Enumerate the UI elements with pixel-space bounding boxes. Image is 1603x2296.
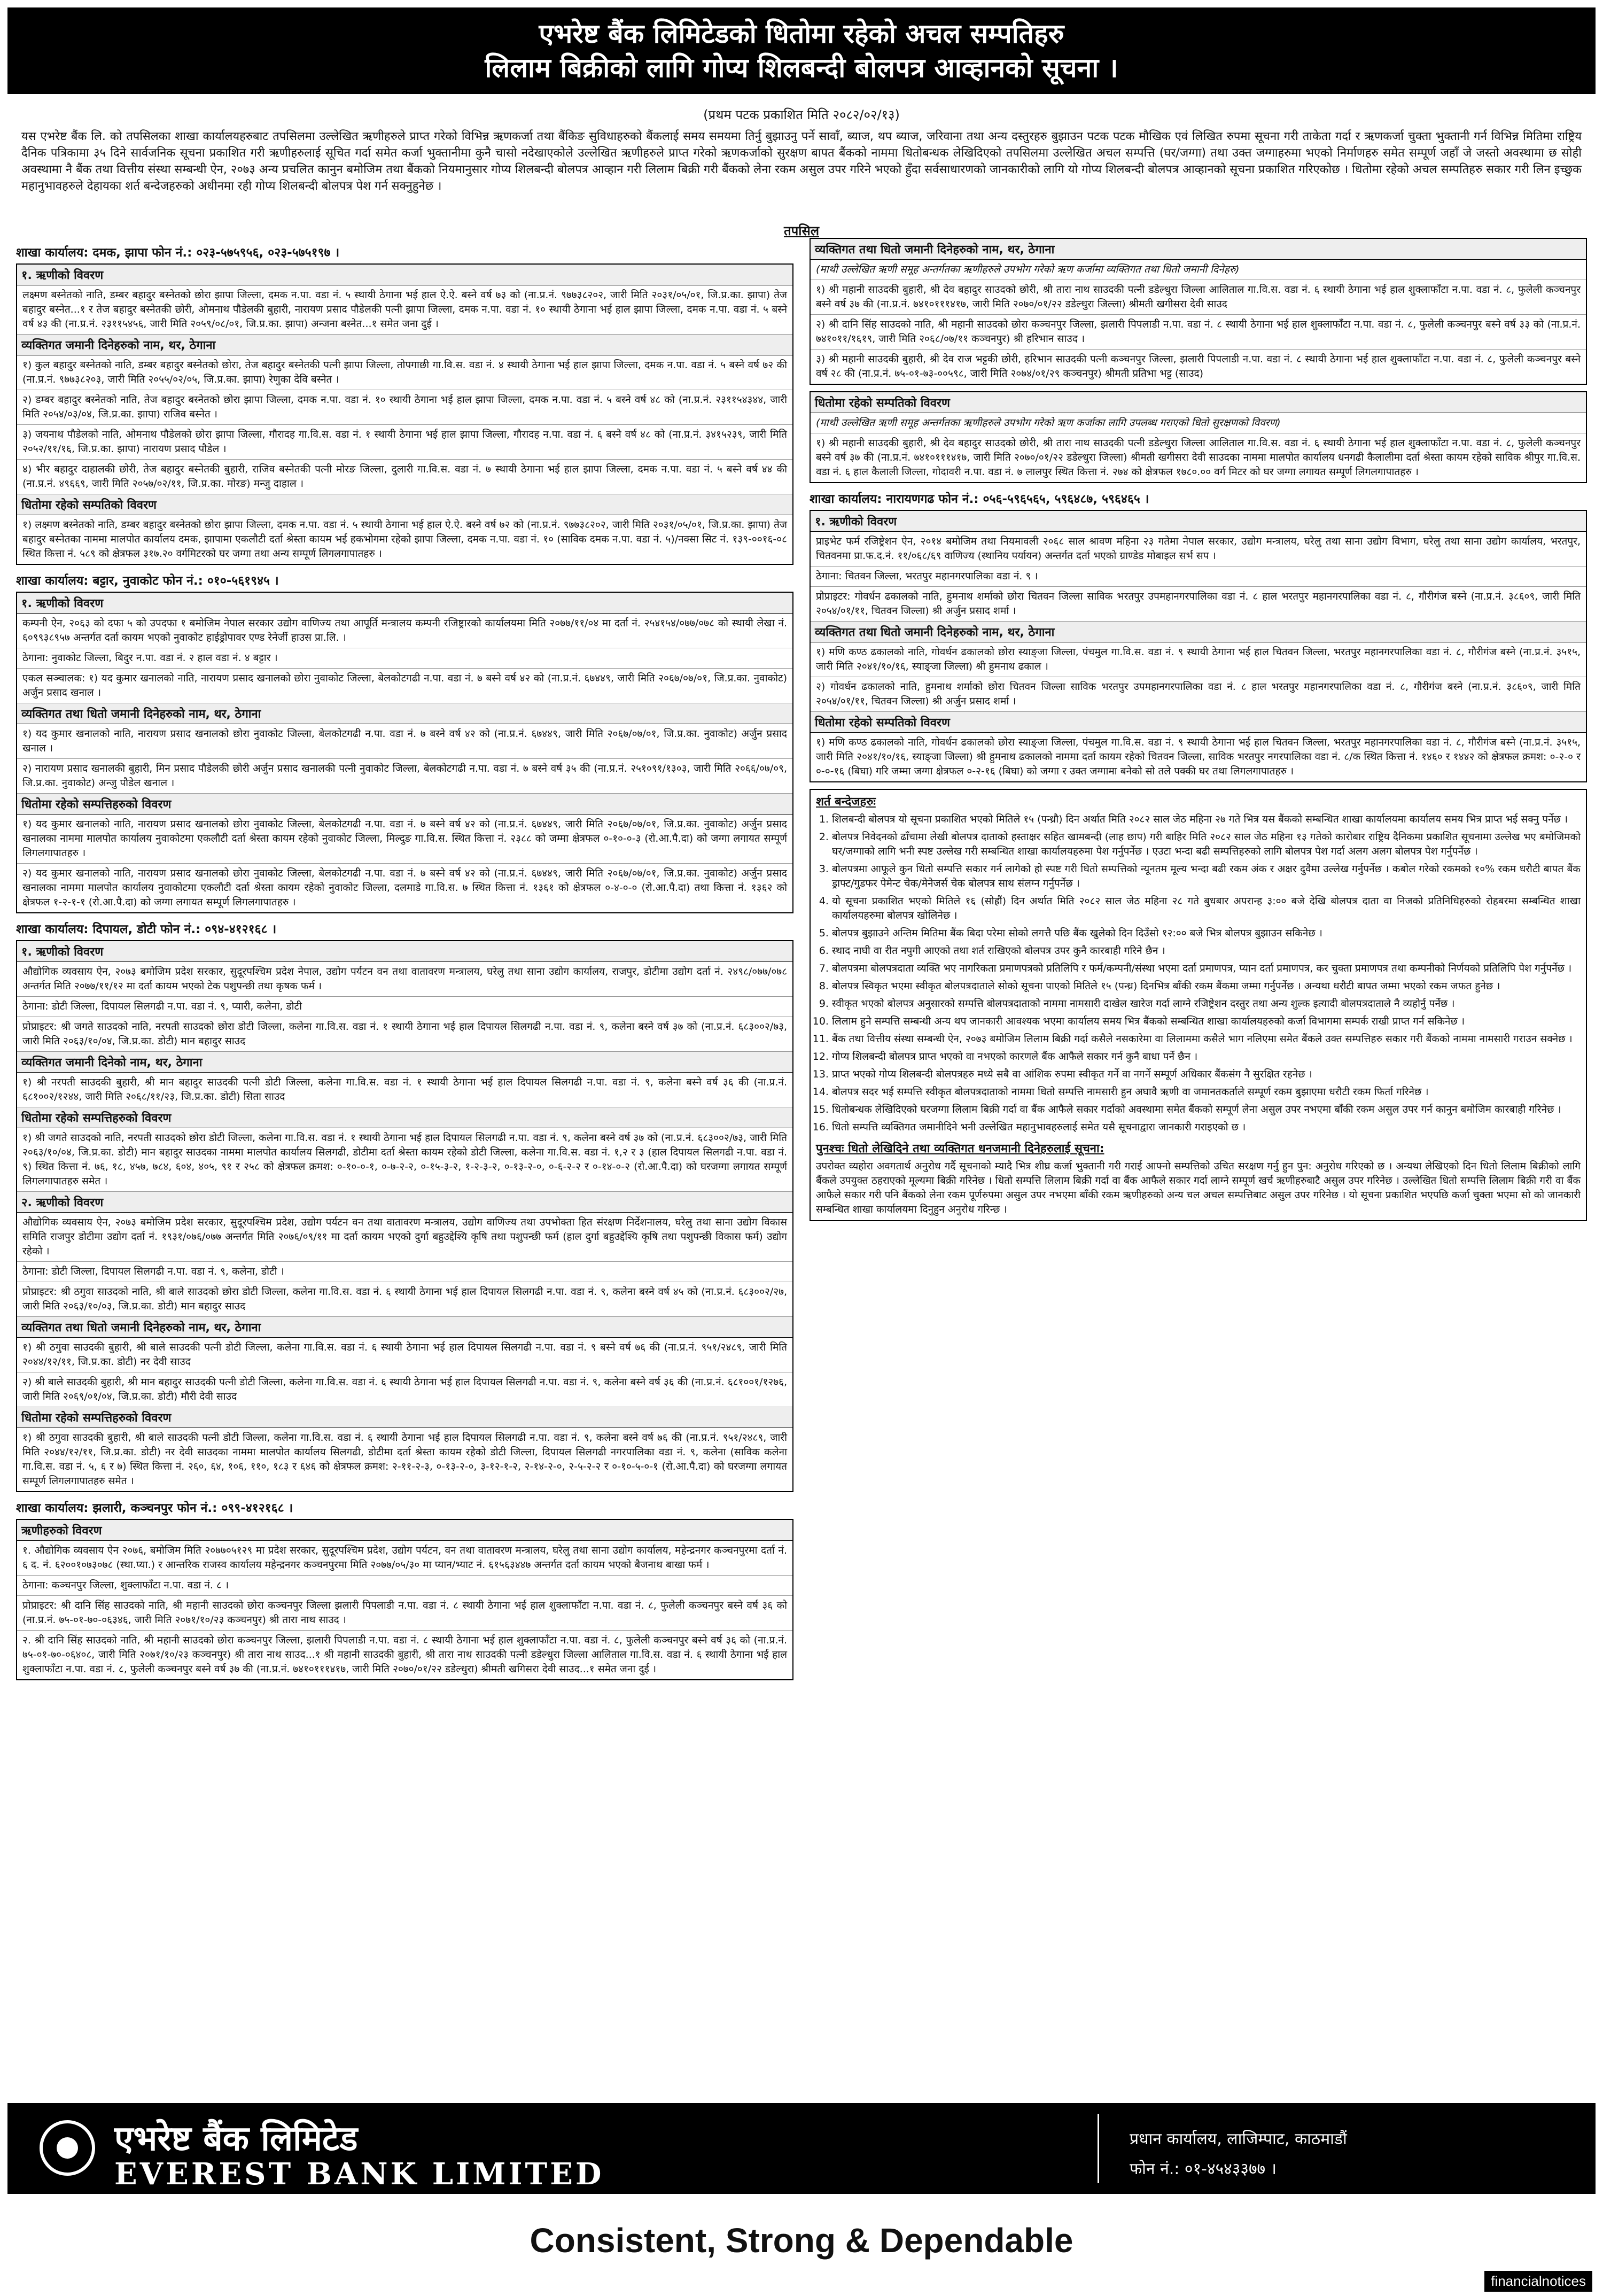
guarantor-details: २) डम्बर बहादुर बस्नेतको नाति, तेज बहादुर बस्नेतको छोरा झापा जिल्ला, दमक न.पा. वडा नं. १० स्थायी ठेगाना भई हाल झापा जिल्ला, दमक न.पा. वडा नं. ५ बस्ने वर्ष ४८ को (ना.प्र.नं. २३११५४३४४, जारी मिति २०५४/०३/०४, जि.प्र.का. झापा) राजिव बस्नेत ।	[17, 390, 792, 425]
bank-logo-icon	[40, 2120, 95, 2176]
office-phone: फोन नं.: ०१-४५४३३७७ ।	[1130, 2160, 1277, 2178]
section-heading: ऋणीहरुको विवरण	[17, 1520, 792, 1541]
borrower-details: औद्योगिक व्यवसाय ऐन, २०७३ बमोजिम प्रदेश सरकार, सुदूरपश्चिम प्रदेश, उद्योग पर्यटन वन तथा वातावरण मन्त्रालय, उद्योग वाणिज्य तथा उपभोक्ता हित संरक्षण निर्देशनालय, घरेलु तथा साना उद्योग विकास समिति राजपुर डोटीमा उद्योग दर्ता नं. १९३१/०७६/०७७ अन्तर्गत मिति २०७६/०९/११ मा दर्ता कायम भएको दुर्गा बहुउद्देश्यि कृषि तथा पशुपन्छी फर्म (हाल दुर्गा बहुउद्देश्यि कृषि तथा पशुपन्छी विकास फर्म) उद्योग रहेको ।	[17, 1213, 792, 1262]
branch-narayangadh: शाखा कार्यालय: नारायणगढ फोन नं.: ०५६-५९६५६५, ५९६४८७, ५९६४६५ ।	[810, 492, 1149, 506]
term-item: 1. शिलबन्दी बोलपत्र यो सूचना प्रकाशित भएको मितिले १५ (पन्ध्रौ) दिन अर्थात मिति २०८२ साल जेठ महिना २७ गते भित्र यस बैंकको सम्बन्धित शाखा कार्यालयमा कार्यालय समय भित्र प्राप्त भई सक्नु पर्नेछ ।	[832, 812, 1581, 827]
collateral-details: १) मणि कण्ठ ढकालको नाति, गोवर्धन ढकालको छोरा स्याङ्जा जिल्ला, पंचमुल गा.वि.स. वडा नं. ९ स्थायी ठेगाना भई हाल चितवन जिल्ला, भरतपुर महानगरपालिका वडा नं. ८, गौरीगंज बस्ने (ना.प्र.नं. ३५१५, जारी मिति २०४१/१०/१६, स्याङ्जा जिल्ला) श्री हुमनाथ ढकालको नाममा दर्ता कायम रहेको चितवन जिल्ला, साविक भरतपुर नगरपालिका वडा नं. ८/क स्थित कित्ता नं. १४६० र १४४२ को क्षेत्रफल क्रमश: ०-२-० र ०-०-१६ (बिघा) गरि जम्मा जग्गा क्षेत्रफल ०-२-१६ (बिघा) को जग्गा र उक्त जग्गामा बनेको सो तले पक्की घर तथा लिगलगापातहरु ।	[816, 736, 1581, 777]
section-heading: धितोमा रहेको सम्पतिको विवरण	[17, 494, 792, 515]
section-dipayal	[16, 940, 793, 1492]
section-subheading: (माथी उल्लेखित ऋणी समूह अन्तर्गतका ऋणीहरुले उपभोग गरेको ऋण कर्जाका लागि उपलब्ध गराएको धितो सुरक्षणको विवरण)	[811, 413, 1586, 433]
guarantor-details: १) श्री नरपती साउदकी बुहारी, श्री मान बहादुर साउदकी पत्नी डोटी जिल्ला, कलेना गा.वि.स. वडा नं. १ स्थायी ठेगाना भई हाल दिपायल सिलगढी न.पा. वडा नं. ९, कलेना बस्ने वर्ष ३६ की (ना.प्र.नं. ६८१००२/१२४४, जारी मिति २०६८/११/२३, जि.प्र.का. डोटी) सिता साउद	[17, 1073, 792, 1107]
guarantor-details: २) श्री दानि सिंह साउदको नाति, श्री महानी साउदको छोरा कञ्चनपुर जिल्ला, झलारी पिपलाडी न.पा. वडा नं. ८ स्थायी ठेगाना भई हाल शुक्लाफाँटा न.पा. वडा नं. ८, फुलेली कञ्चनपुर बस्ने वर्ष ३३ को (ना.प्र.नं. ७४१०११/१६१९, जारी मिति २०६८/०७/११ कञ्चनपुर) श्री हरिभान साउद ।	[811, 315, 1586, 350]
section-heading: धितोमा रहेको सम्पत्तिहरुको विवरण	[17, 1407, 792, 1428]
section-jhalari-collateral	[810, 391, 1587, 483]
term-item: 16. धितो सम्पत्ति व्यक्तिगत जमानीदिने भनी उल्लेखित महानुभावहरुलाई समेत यसै सूचनाद्वारा जानकारी गराइएको छ ।	[832, 1120, 1581, 1135]
term-item: 7. बोलपत्रमा बोलपत्रदाता व्यक्ति भए नागरिकता प्रमाणपत्रको प्रतिलिपि र फर्म/कम्पनी/संस्था भएमा दर्ता प्रमाणपत्र, प्यान दर्ता प्रमाणपत्र, कर चुक्ता प्रमाणपत्र तथा कम्पनीको निर्णयको प्रतिलिपि पेश गर्नुपर्नेछ ।	[832, 961, 1581, 976]
terms-list	[816, 812, 1581, 1135]
branch-damak: शाखा कार्यालय: दमक, झापा फोन नं.: ०२३-५७५९५६, ०२३-५७५१९७ ।	[16, 246, 340, 260]
header-line2: लिलाम बिक्रीको लागि गोप्य शिलबन्दी बोलपत्र आव्हानको सूचना ।	[485, 52, 1118, 83]
collateral-details: १) लक्ष्मण बस्नेतको नाति, डम्बर बहादुर बस्नेतको छोरा झापा जिल्ला, दमक न.पा. वडा नं. ५ स्थायी ठेगाना भई हाल ऐ.ऐ. बस्ने वर्ष ७२ को (ना.प्र.नं. ९७७३८२०२, जारी मिति २०३१/०५/०१, जि.प्र.का. झापा) तेज बहादुर बस्नेतका नाममा मालपोत कार्यालय दमक, झापामा एकलौटी दर्ता श्रेस्ता कायम भई हकभोगमा रहेको झापा जिल्ला, दमक न.पा. वडा नं. १० (साविक दमक न.पा. वडा नं. ५)/नक्सा सिट नं. १३९-००१६-०८ स्थित कित्ता नं. ५८९ को क्षेत्रफल ३१७.२० वर्गमिटरको घर जग्गा तथा अन्य सम्पूर्ण लिगलगापातहरु ।	[22, 519, 787, 560]
term-item: 9. स्वीकृत भएको बोलपत्र अनुसारको सम्पत्ति बोलपत्रदाताको नाममा नामसारी दाखेल खारेज गर्दा लाग्ने रजिष्ट्रेशन दस्तुर तथा अन्य शुल्क इत्यादी बोलपत्रदाताले नै व्यहोर्नु पर्नेछ ।	[832, 997, 1581, 1011]
guarantor-details: १) कुल बहादुर बस्नेतको नाति, डम्बर बहादुर बस्नेतको छोरा, तेज बहादुर बस्नेतकी पत्नी झापा जिल्ला, तोपगाछी गा.वि.स. वडा नं. ४ स्थायी ठेगाना भई हाल झापा जिल्ला, दमक न.पा. वडा नं. ५ बस्ने वर्ष ७२ की (ना.प्र.नं. ९७७३८२०३, जारी मिति २०५५/०२/०५, जि.प्र.का. झापा) रेणुका देवि बस्नेत ।	[17, 355, 792, 390]
borrower-details: प्राइभेट फर्म रजिष्ट्रेशन ऐन, २०१४ बमोजिम तथा नियमावली २०६८ साल श्रावण महिना २३ गतेमा नेपाल सरकार, उद्योग मन्त्रालय, घरेलु तथा साना उद्योग विभाग, घरेलु तथा साना उद्योग कार्यालय, भरतपुर, चितवनमा प्रा.फ.द.नं. ११/०६८/६९ वाणिज्य (स्थानिय पर्यायन) अन्तर्गत दर्ता भएको ग्राण्डेड मोबाइल सर्भ सप ।	[811, 532, 1586, 567]
borrower-details: औद्योगिक व्यवसाय ऐन, २०७३ बमोजिम प्रदेश सरकार, सुदूरपश्चिम प्रदेश नेपाल, उद्योग पर्यटन वन तथा वातावरण मन्त्रालय, घरेलु तथा साना उद्योग कार्यालय, राजपुर, डोटीमा उद्योग दर्ता नं. २४९८/०७७/०७८ अन्तर्गत मिति २०७७/११/१२ मा दर्ता कायम भएको टेक पशुपन्छी तथा कृषक फर्म ।	[17, 962, 792, 997]
borrower-details: १. औद्योगिक व्यवसाय ऐन २०७६, बमोजिम मिति २०७७०५१२९ मा प्रदेश सरकार, सुदूरपश्चिम प्रदेश, उद्योग पर्यटन, वन तथा वातावरण मन्त्रालय, घरेलु तथा साना उद्योग कार्यालय, महेन्द्रनगर कञ्चनपुरमा दर्ता नं. ६ द. नं. ६२००१०७३०७८ (स्था.प्या.) र आन्तरिक राजस्व कार्यालय महेन्द्रनगर कञ्चनपुरमा मिति २०७७/०५/३० मा प्यान/भ्याट नं. ६१५६३४४७ अन्तर्गत दर्ता कायम भएको बैजनाथ बाखा फर्म ।	[17, 1541, 792, 1576]
section-heading: १. ऋणीको विवरण	[17, 265, 792, 285]
section-jhalari-guarantors	[810, 238, 1587, 385]
collateral-details: १) श्री जगते साउदको नाति, नरपती साउदको छोरा डोटी जिल्ला, कलेना गा.वि.स. वडा नं. १ स्थायी ठेगाना भई हाल दिपायल सिलगढी न.पा. वडा नं. ९, कलेना बस्ने वर्ष ३७ को (ना.प्र.नं. ६८३००२/७३, जारी मिति २०६३/१०/०४, जि.प्र.का. डोटी) मान बहादुर साउदका नाममा मालपोत कार्यालय सिलगढी, डोटीमा दर्ता श्रेस्ता कायम रहेको डोटी जिल्ला, कलेना गा.वि.स. वडा नं. १,२ र ३ (हाल दिपायल सिलगढी न.पा. वडा नं. ९) स्थित कित्ता नं. ७६, १८, ४५७, ७८४, ६०४, ४०५, ९१ र २५८ को क्षेत्रफल क्रमश: ०-१०-०-१, ०-७-२-२, ०-१५-३-२, १-२-३-२, ०-१३-२-०, ०-६-२-२ र ०-१४-०-२ (रो.आ.पै.दा) को घरजग्गा लगायत सम्पूर्ण लिगलगापातहरु समेत ।	[17, 1128, 792, 1192]
notice-title: पुनश्चः धितो लेखिदिने तथा व्यक्तिगत धनजमानी दिनेहरुलाई सूचना:	[816, 1142, 1104, 1155]
notice-body: उपरोक्त व्यहोरा अवगतार्थ अनुरोध गर्दै सूचनाको म्यादै भित्र शीघ्र कर्जा भुक्तानी गरी गराई आफ्नो सम्पत्तिको उचित सरक्षण गर्नु हुन पुन: अनुरोध गरिएको छ । अन्यथा लेखिएको दिन धितो लिलाम बिक्रीको लागि बैंकले उपयुक्त ठहराएको मूल्यमा बिक्री गरिनेछ । धितो सम्पत्ति लिलाम बिक्री गर्दा वा बैंक आफैले सकार गर्दा लाग्ने सम्पूर्ण खर्च ऋणीहरुबाटै असुल उपर गरिनेछ । उल्लेखित धितो सम्पत्ति लिलाम बिक्री गरी वा बैंक आफैले सकार गरी पनि बैंकको लेना रकम पूर्णरुपमा असुल उपर नभएमा बाँकी रकम ऋणीहरुको अन्य चल अचल सम्पत्तिबाट असुल उपर गरिनेछ । यो सूचना प्रकाशित भएपछि कर्जा चुक्ता भएमा सो को जानकारी सम्बन्धित शाखा कार्यालयमा दिनुहुन अनुरोध गरिन्छ ।	[816, 1160, 1581, 1215]
source-watermark: financialnotices	[1484, 2271, 1592, 2292]
collateral-details: १) श्री ठगुवा साउदकी बुहारी, श्री बाले साउदकी पत्नी डोटी जिल्ला, कलेना गा.वि.स. वडा नं. ६ स्थायी ठेगाना भई हाल दिपायल सिलगढी न.पा. वडा नं. ९, कलेना बस्ने वर्ष ७६ की (ना.प्र.नं. ९५१/२४८९, जारी मिति २०४४/१२/११, जि.प्र.का. डोटी) नर देवी साउदका नाममा मालपोत कार्यालय सिलगढी, डोटीमा दर्ता श्रेस्ता कायम रहेको डोटी जिल्ला, दिपायल सिलगढी नगरपालिका वडा नं. ९, कलेना (साविक कलेना गा.वि.स. वडा नं. ५, ६ र ७) स्थित कित्ता नं. २६०, ६४, १०६, ११०, १८३ र ६४६ को क्षेत्रफल क्रमश: २-११-२-३, ०-१३-२-०, ३-१२-१-२, २-१४-२-०, २-५-२-२ र ०-१०-५-०-१ (रो.आ.पै.दा) को घरजग्गा लगायत सम्पूर्ण लिगलगापातहरु समेत ।	[22, 1432, 787, 1487]
section-heading: धितोमा रहेको सम्पतिको विवरण	[811, 712, 1586, 733]
section-heading: व्यक्तिगत तथा धितो जमानी दिनेहरुको नाम, थर, ठेगाना	[811, 239, 1586, 260]
borrower-details: ठेगाना: नुवाकोट जिल्ला, बिदुर न.पा. वडा नं. २ हाल वडा नं. ४ बट्टार ।	[17, 648, 792, 669]
collateral-details: २) यद कुमार खनालको नाति, नारायण प्रसाद खनालको छोरा नुवाकोट जिल्ला, बेलकोटगढी न.पा. वडा नं. ७ बस्ने वर्ष ४२ को (ना.प्र.नं. ६७४४९, जारी मिति २०६७/०७/०१, जि.प्र.का. नुवाकोट) अर्जुन प्रसाद खनालका नाममा मालपोत कार्यालय नुवाकोटमा एकलौटी दर्ता श्रेस्ता कायम रहेको नुवाकोट जिल्ला, दलमाडे गा.वि.स. ७ स्थित कित्ता नं. १३६१ को क्षेत्रफल ०-४-०-० (रो.आ.पै.दा) तथा कित्ता नं. १३६२ को क्षेत्रफल १-२-१-१ (रो.आ.पै.दा) को जग्गा लगायत सम्पूर्ण लिगलगापातहरु ।	[22, 867, 787, 908]
section-heading: धितोमा रहेको सम्पतिको विवरण	[811, 392, 1586, 413]
section-heading: व्यक्तिगत तथा धितो जमानी दिनेहरुको नाम, थर, ठेगाना	[17, 703, 792, 724]
guarantor-details: २) नारायण प्रसाद खनालकी बुहारी, मिन प्रसाद पौडेलकी छोरी अर्जुन प्रसाद खनालकी पत्नी नुवाकोट जिल्ला, बेलकोटगढी न.पा. वडा नं. ७ बस्ने वर्ष ३५ की (ना.प्र.नं. २५१०९१/१३०३, जारी मिति २०६६/०७/०९, जि.प्र.का. नुवाकोट) अन्जु पौडेल खनाल ।	[17, 759, 792, 794]
guarantor-details: १) यद कुमार खनालको नाति, नारायण प्रसाद खनालको छोरा नुवाकोट जिल्ला, बेलकोटगढी न.पा. वडा नं. ७ बस्ने वर्ष ४२ को (ना.प्र.नं. ६७४४९, जारी मिति २०६७/०७/०१, जि.प्र.का. नुवाकोट) अर्जुन प्रसाद खनाल ।	[17, 724, 792, 759]
section-heading: व्यक्तिगत जमानी दिनेहरुको नाम, थर, ठेगाना	[17, 335, 792, 355]
notice-header	[7, 7, 1596, 93]
guarantor-details: १) श्री ठगुवा साउदकी बुहारी, श्री बाले साउदकी पत्नी डोटी जिल्ला, कलेना गा.वि.स. वडा नं. ६ स्थायी ठेगाना भई हाल दिपायल सिलगढी न.पा. वडा नं. ९ बस्ने वर्ष ७६ की (ना.प्र.नं. ९५१/२४८९, जारी मिति २०४४/१२/११, जि.प्र.का. डोटी) नर देवी साउद	[17, 1338, 792, 1372]
term-item: 2. बोलपत्र निवेदनको ढाँचामा लेखी बोलपत्र दाताको हस्ताक्षर सहित खामबन्दी (लाह छाप) गरी बाहिर मिति २०८२ साल जेठ महिना १३ गतेको कारोबार राष्ट्रिय दैनिकमा प्रकाशित सूचनामा उल्लेख भए बमोजिमको घर/जग्गाको लागि भनी स्पष्ट उल्लेख गरी सम्बन्धित शाखा कार्यालयहरुमा पेश गर्नुपर्नेछ । एउटा भन्दा बढी सम्पत्तिहरुको लागि बोलपत्र पेश गर्दा अलग अलग बोलपत्र पेश गर्नुपर्नेछ ।	[832, 830, 1581, 859]
collateral-details: १) यद कुमार खनालको नाति, नारायण प्रसाद खनालको छोरा नुवाकोट जिल्ला, बेलकोटगढी न.पा. वडा नं. ७ बस्ने वर्ष ४२ को (ना.प्र.नं. ६७४४९, जारी मिति २०६७/०७/०१, जि.प्र.का. नुवाकोट) अर्जुन प्रसाद खनालका नाममा मालपोत कार्यालय नुवाकोटमा एकलौटी दर्ता श्रेस्ता कायम रहेको नुवाकोट जिल्ला, मिल्दुङ गा.वि.स. स्थित कित्ता नं. २३८८ को जम्मा क्षेत्रफल ०-१०-०-३ (रो.आ.पै.दा) को जग्गा लगायत सम्पूर्ण लिगलगापातहरु ।	[17, 815, 792, 864]
guarantor-details: ४) भीर बहादुर दाहालकी छोरी, तेज बहादुर बस्नेतकी बुहारी, राजिव बस्नेतकी पत्नी मोरङ जिल्ला, दुलारी गा.वि.स. वडा नं. ७ स्थायी ठेगाना भई हाल झापा जिल्ला, दमक न.पा. वडा नं. ५ बस्ने वर्ष ४४ की (ना.प्र.नं. ४९६६९, जारी मिति २०५७/०२/११, जि.प्र.का. मोरङ) मन्जु दाहाल ।	[17, 460, 792, 494]
borrower-details: एकल सञ्चालक: १) यद कुमार खनालको नाति, नारायण प्रसाद खनालको छोरा नुवाकोट जिल्ला, बेलकोटगढी न.पा. वडा नं. ७ बस्ने वर्ष ४२ को (ना.प्र.नं. ६७४४९, जारी मिति २०६७/०७/०१, जि.प्र.का. नुवाकोट) अर्जुन प्रसाद खनाल ।	[17, 669, 792, 703]
borrower-details: २. श्री दानि सिंह साउदको नाति, श्री महानी साउदको छोरा कञ्चनपुर जिल्ला, झलारी पिपलाडी न.पा. वडा नं. ८ स्थायी ठेगाना भई हाल शुक्लाफाँटा न.पा. वडा नं. ८, फुलेली कञ्चनपुर बस्ने वर्ष ३६ को (ना.प्र.नं. ७५-०१-७०-०६४०८, जारी मिति २०७१/१०/२३ कञ्चनपुर) श्री तारा नाथ साउद...१ श्री महानी साउदकी बुहारी, श्री तारा नाथ साउदकी पत्नी डडेल्धुरा जिल्ला आलिताल गा.वि.स. वडा नं. ६ स्थायी ठेगाना भई हाल शुक्लाफाँटा न.पा. वडा नं. ८, फुलेली कञ्चनपुर बस्ने वर्ष ३७ की (ना.प्र.नं. ७४१०१११४१७, जारी मिति २०७०/०१/२२ डडेल्धुरा) श्रीमती खगिसरा देवी साउद...१ समेत जना दुई ।	[22, 1634, 787, 1675]
branch-jhalari: शाखा कार्यालय: झलारी, कञ्चनपुर फोन नं.: ०९९-४१२१६८ ।	[16, 1501, 293, 1515]
section-heading: व्यक्तिगत तथा धितो जमानी दिनेहरुको नाम, थर, ठेगाना	[17, 1317, 792, 1338]
section-heading: २. ऋणीको विवरण	[17, 1192, 792, 1213]
term-item: 5. बोलपत्र बुझाउने अन्तिम मितिमा बैंक बिदा परेमा सोको लगत्तै पछि बैंक खुलेको दिन दिउँसो १२:०० बजे भित्र बोलपत्र बुझाउन सकिनेछ ।	[832, 926, 1581, 941]
section-heading: १. ऋणीको विवरण	[17, 593, 792, 614]
borrower-details: प्रोप्राइटर: श्री दानि सिंह साउदको नाति, श्री महानी साउदको छोरा कञ्चनपुर जिल्ला झलारी पिपलाडी न.पा. वडा नं. ८ स्थायी ठेगाना भई हाल शुक्लाफाँटा न.पा. वडा नं. ८, फुलेली कञ्चनपुर बस्ने वर्ष ३६ को (ना.प्र.नं. ७५-०१-७०-०६३४६, जारी मिति २०७१/१०/२३ कञ्चनपुर) श्री तारा नाथ साउद ।	[17, 1596, 792, 1631]
borrower-details: प्रोप्राइटर: गोवर्धन ढकालको नाति, हुमनाथ शर्माको छोरा चितवन जिल्ला साविक भरतपुर उपमहानगरपालिका वडा नं. ८ हाल भरतपुर महानगरपालिका वडा नं. ८, गौरीगंज बस्ने (ना.प्र.नं. ३८६०९, जारी मिति २०५४/०१/११, चितवन जिल्ला) श्री अर्जुन प्रसाद शर्मा ।	[811, 587, 1586, 622]
bank-name-nepali: एभरेष्ट बैंक लिमिटेड	[114, 2119, 358, 2159]
guarantor-details: १) श्री महानी साउदकी बुहारी, श्री देव बहादुर साउदको छोरी, श्री तारा नाथ साउदकी पत्नी डडेल्धुरा जिल्ला आलिताल गा.वि.स. वडा नं. ६ स्थायी ठेगाना भई हाल शुक्लाफाँटा न.पा. वडा नं. ८, फुलेली कञ्चनपुर बस्ने वर्ष ३७ की (ना.प्र.नं. ७४१०१११४१७, जारी मिति २०७०/०१/२२ डडेल्धुरा जिल्ला) श्रीमती खगीसरा देवी साउद	[811, 280, 1586, 315]
term-item: 13. प्राप्त भएको गोप्य शिलबन्दी बोलपत्रहरु मध्ये सबै वा आंशिक रुपमा स्वीकृत गर्ने वा नगर्ने सम्पूर्ण अधिकार बैंकसंग नै सुरक्षित रहनेछ ।	[832, 1067, 1581, 1082]
branch-battar: शाखा कार्यालय: बट्टार, नुवाकोट फोन नं.: ०१०-५६१९४५ ।	[16, 574, 279, 588]
left-column	[16, 238, 793, 2098]
guarantor-details: ३) श्री महानी साउदकी बुहारी, श्री देव राज भट्टकी छोरी, हरिभान साउदकी पत्नी कञ्चनपुर जिल्ला, झलारी पिपलाडी न.पा. वडा नं. ८ स्थायी ठेगाना भई हाल शुक्लाफाँटा न.पा. वडा नं. ८, फुलेली कञ्चनपुर बस्ने वर्ष २८ की (ना.प्र.नं. ७५-०१-७३-००५९८, जारी मिति २०७४/०१/२९ कञ्चनपुर) श्रीमती प्रतिभा भट्ट (साउद)	[816, 353, 1581, 379]
bank-name-english: EVEREST BANK LIMITED	[114, 2157, 604, 2192]
section-damak	[16, 263, 793, 565]
guarantor-details: १) मणि कण्ठ ढकालको नाति, गोवर्धन ढकालको छोरा स्याङ्जा जिल्ला, पंचमुल गा.वि.स. वडा नं. ९ स्थायी ठेगाना भई हाल चितवन जिल्ला, भरतपुर महानगरपालिका वडा नं. ८, गौरीगंज बस्ने (ना.प्र.नं. ३५१५, जारी मिति २०४१/१०/१६, स्याङ्जा जिल्ला) श्री हुमनाथ ढकाल ।	[811, 642, 1586, 677]
header-line1: एभरेष्ट बैंक लिमिटेडको धितोमा रहेको अचल सम्पतिहरु	[539, 18, 1064, 49]
section-battar	[16, 592, 793, 913]
branch-dipayal: शाखा कार्यालय: दिपायल, डोटी फोन नं.: ०९४-४१२१६८ ।	[16, 922, 277, 936]
borrower-details: लक्ष्मण बस्नेतको नाति, डम्बर बहादुर बस्नेतको छोरा झापा जिल्ला, दमक न.पा. वडा नं. ५ स्थायी ठेगाना भई हाल ऐ.ऐ. बस्ने वर्ष ७३ को (ना.प्र.नं. ९७७३८२०२, जारी मिति २०३१/०५/०१, जि.प्र.का. झापा) तेज बहादुर बस्नेत...१ र तेज बहादुर बस्नेतकी छोरी, ओमनाथ पौडेलकी बुहारी, नारायण प्रसाद पौडेलकी पत्नी झापा जिल्ला, दमक न.पा. वडा नं. १० स्थायी ठेगाना भई हाल झापा जिल्ला, दमक न.पा. वडा नं. ५ बस्ने वर्ष ४३ की (ना.प्र.नं. २३११५४५६, जारी मिति २०५९/०८/०१, जि.प्र.का. झापा) अन्जना बस्नेत...१ समेत जना दुई ।	[17, 285, 792, 335]
term-item: 6. स्थाद नाघी वा रीत नपुगी आएको तथा शर्त राखिएको बोलपत्र उपर कुनै कारबाही गरिने छैन ।	[832, 944, 1581, 958]
section-subheading: (माथी उल्लेखित ऋणी समूह अन्तर्गतका ऋणीहरुले उपभोग गरेको ऋण कर्जामा व्यक्तिगत तथा धितो जमानी दिनेहरु)	[811, 260, 1586, 280]
bank-slogan: Consistent, Strong & Dependable	[530, 2221, 1073, 2260]
section-narayangadh	[810, 510, 1587, 782]
guarantor-details: २) श्री बाले साउदकी बुहारी, श्री मान बहादुर साउदकी पत्नी डोटी जिल्ला, कलेना गा.वि.स. वडा नं. ६ स्थायी ठेगाना भई हाल दिपायल सिलगढी न.पा. वडा नं. ९, कलेना बस्ने वर्ष ३६ की (ना.प्र.नं. ६८१००१/१२७६, जारी मिति २०६९/०१/०४, जि.प्र.का. डोटी) मौरी देवी साउद	[17, 1372, 792, 1407]
term-item: 12. गोप्य शिलबन्दी बोलपत्र प्राप्त भएको वा नभएको कारणले बैंक आफैले सकार गर्न कुनै बाधा पर्ने छैन ।	[832, 1050, 1581, 1064]
borrower-details: कम्पनी ऐन, २०६३ को दफा ५ को उपदफा १ बमोजिम नेपाल सरकार उद्योग वाणिज्य तथा आपूर्ति मन्त्रालय कम्पनी रजिष्ट्रारको कार्यालयमा मिति २०७७/११/०४ मा दर्ता नं. २५४१५४/०७७/०७८ को स्थायी लेखा नं. ६०९९३८९५७ अन्तर्गत दर्ता कायम भएको नुवाकोट हाईड्रोपावर एण्ड रेनेर्जी हाउस प्रा.लि. ।	[17, 614, 792, 648]
section-heading: व्यक्तिगत तथा धितो जमानी दिनेहरुको नाम, थर, ठेगाना	[811, 622, 1586, 642]
borrower-details: ठेगाना: चितवन जिल्ला, भरतपुर महानगरपालिका वडा नं. ९ ।	[811, 567, 1586, 587]
term-item: 14. बोलपत्र सदर भई सम्पत्ति स्वीकृत बोलपत्रदाताको नाममा धितो सम्पत्ति नामसारी हुन अघावै ऋणी वा जमानतकर्ताले सम्पूर्ण रकम बुझाएमा धरौटी रकम फिर्ता गरिनेछ ।	[832, 1085, 1581, 1099]
section-heading: धितोमा रहेको सम्पत्तिहरुको विवरण	[17, 1107, 792, 1128]
details-heading: तपसिल	[783, 223, 820, 238]
intro-paragraph: यस एभरेष्ट बैंक लि. को तपसिलका शाखा कार्यालयहरुबाट तपसिलमा उल्लेखित ऋणीहरुले प्राप्त गरेको विभिन्न ऋणकर्जा तथा बैंकिङ सुविधाहरुको बैंकलाई समय समयमा तिर्नु बुझाउनु पर्ने सावाँ, ब्याज, थप ब्याज, जरिवाना तथा अन्य दस्तुरहरु बुझाउन पटक पटक मौखिक एवं लिखित रुपमा सूचना गरी ताकेता गर्दा र ऋणकर्जा चुक्ता भुक्तानी गर्न विभिन्न मितिमा राष्ट्रिय दैनिक पत्रिकामा ३५ दिने सार्वजनिक सूचना प्रकाशित गरी ऋणीहरुलाई सूचित गर्दा समेत कर्जा भुक्तानीमा कुनै चासो नदेखाएकोले उल्लेखित ऋणीहरुले प्राप्त गरेको ऋणकर्जाको सुरक्षण बापत बैंकको नाममा धितोबन्धक लेखिदिएको तपसिलमा उल्लेखित अचल सम्पत्ति (घर/जग्गा) तथा उक्त जग्गाहरुमा भएको निर्माणहरु समेत सम्पूर्ण जहाँ जे जस्तो अवस्थामा छ सोही अवस्थामा नै बैंक तथा वित्तीय संस्था सम्बन्धी ऐन, २०७३ अन्य प्रचलित कानुन बमोजिम तथा बैंकको नियमानुसार गोप्य शिलबन्दी बोलपत्र आव्हान गरी लिलाम बिक्री गरी बैंकको लेना रकम असुल उपर गरिने भएको हुँदा सर्वसाधारणको जानकारीको लागि यो गोप्य शिलबन्दी बोलपत्र आव्हानको सूचना प्रकाशित गरिएकोछ । धितोमा रहेको अचल सम्पतिहरु सकार गरी लिन इच्छुक महानुभावहरुले देहायका शर्त बन्देजहरुको अधीनमा रही गोप्य शिलबन्दी बोलपत्र पेश गर्न सक्नुहुनेछ ।	[21, 130, 1582, 193]
terms-title: शर्त बन्देजहरुः	[816, 795, 876, 809]
footer-divider	[1098, 2114, 1099, 2183]
section-heading: १. ऋणीको विवरण	[811, 511, 1586, 532]
guarantor-details: २) गोवर्धन ढकालको नाति, हुमनाथ शर्माको छोरा चितवन जिल्ला साविक भरतपुर उपमहानगरपालिका वडा नं. ८ हाल भरतपुर महानगरपालिका वडा नं. ८, गौरीगंज बस्ने (ना.प्र.नं. ३८६०९, जारी मिति २०५४/०१/११, चितवन जिल्ला) श्री अर्जुन प्रसाद शर्मा ।	[811, 677, 1586, 712]
collateral-details: १) श्री महानी साउदकी बुहारी, श्री देव बहादुर साउदको छोरी, श्री तारा नाथ साउदकी पत्नी डडेल्धुरा जिल्ला आलिताल गा.वि.स. वडा नं. ६ स्थायी ठेगाना भई हाल शुक्लाफाँटा न.पा. वडा नं. ८, फुलेली कञ्चनपुर बस्ने वर्ष ३७ की (ना.प्र.नं. ७४१०१११४१७, जारी मिति २०७०/०१/२२ डडेल्धुरा जिल्ला) श्रीमती खगीसरा देवी साउदका नाममा मालपोत कार्यालय धनगढी कैलालीमा दर्ता श्रेस्ता कायम रहेको साविक श्रीपुर गा.वि.स. वडा नं. ६ हाल कैलाली जिल्ला, गोदावरी न.पा. वडा नं. ७ लालपुर स्थित कित्ता नं. २७४ को क्षेत्रफल १७८०.०० वर्ग मिटर को घर जग्गा लगायत सम्पूर्ण लिगलगापातहरु ।	[816, 437, 1581, 478]
bank-footer	[7, 2103, 1596, 2194]
publish-date: (प्रथम पटक प्रकाशित मिति २०८२/०२/१३)	[703, 107, 900, 122]
section-heading: १. ऋणीको विवरण	[17, 941, 792, 962]
section-jhalari	[16, 1519, 793, 1680]
section-heading: व्यक्तिगत जमानी दिनेको नाम, थर, ठेगाना	[17, 1052, 792, 1073]
borrower-details: ठेगाना: कञ्चनपुर जिल्ला, शुक्लाफाँटा न.पा. वडा नं. ८ ।	[17, 1576, 792, 1596]
header-rule	[7, 93, 1596, 94]
borrower-details: ठेगाना: डोटी जिल्ला, दिपायल सिलगढी न.पा. वडा नं. ९, प्यारी, कलेना, डोटी	[17, 997, 792, 1017]
section-heading: धितोमा रहेको सम्पत्तिहरुको विवरण	[17, 794, 792, 815]
office-address: प्रधान कार्यालय, लाजिम्पाट, काठमाडौं	[1130, 2130, 1347, 2148]
terms-conditions	[810, 789, 1587, 1221]
borrower-details: प्रोप्राइटर: श्री ठगुवा साउदको नाति, श्री बाले साउदको छोरा डोटी जिल्ला, कलेना गा.वि.स. वडा नं. ६ स्थायी ठेगाना भई हाल दिपायल सिलगढी न.पा. वडा नं. ९, कलेना बस्ने वर्ष ४५ को (ना.प्र.नं. ६८३००२/२७, जारी मिति २०६३/१०/०३, जि.प्र.का. डोटी) मान बहादुर साउद	[17, 1282, 792, 1317]
guarantor-details: ३) जयनाथ पौडेलको नाति, ओमनाथ पौडेलको छोरा झापा जिल्ला, गौरादह गा.वि.स. वडा नं. १ स्थायी ठेगाना भई हाल झापा जिल्ला, गौरादह न.पा. वडा नं. ६ बस्ने वर्ष ४८ को (ना.प्र.नं. ३४१५२३९, जारी मिति २०५२/११/१६, जि.प्र.का. झापा) नारायण प्रसाद पौडेल ।	[17, 425, 792, 460]
term-item: 4. यो सूचना प्रकाशित भएको मितिले १६ (सोह्रौं) दिन अर्थात मिति २०८२ साल जेठ महिना २८ गते बुधबार अपरान्ह ३:०० बजे देखि बोलपत्र दाता वा निजको प्रतिनिधिहरुको रोहबरमा सम्बन्धित शाखा कार्यालयहरुमा बोलपत्र खोलिनेछ ।	[832, 894, 1581, 923]
borrower-details: प्रोप्राइटर: श्री जगते साउदको नाति, नरपती साउदको छोरा डोटी जिल्ला, कलेना गा.वि.स. वडा नं. १ स्थायी ठेगाना भई हाल दिपायल सिलगढी न.पा. वडा नं. ९, कलेना बस्ने वर्ष ३७ को (ना.प्र.नं. ६८३००२/७३, जारी मिति २०६३/१०/०४, जि.प्र.का. डोटी) मान बहादुर साउद	[17, 1017, 792, 1052]
term-item: 11. बैंक तथा वित्तीय संस्था सम्बन्धी ऐन, २०७३ बमोजिम लिलाम बिक्री गर्दा कसैले नसकारेमा वा लिलाममा कसैले भाग नलिएमा समेत बैंकले उक्त सम्पत्तिहरु सकार गरी बैंकको नाममा नामसारी गराउन सक्नेछ ।	[832, 1032, 1581, 1046]
term-item: 3. बोलपत्रमा आफूले कुन धितो सम्पत्ति सकार गर्न लागेको हो स्पष्ट गरी धितो सम्पत्तिको न्यूनतम मूल्य भन्दा बढी रकम अंक र अक्षर दुवैमा उल्लेख गर्नुपर्नेछ । कबोल गरेको रकमको १०% रकम धरौटी बापत बैंक ड्राफ्ट/गुडफर पेमेन्ट चेक/मेनेजर्स चेक बोलपत्र साथ संलग्न गर्नुपर्नेछ ।	[832, 862, 1581, 891]
head-office	[1130, 2124, 1347, 2184]
term-item: 8. बोलपत्र स्विकृत भएमा स्वीकृत बोलपत्रदाताले सोको सूचना पाएको मितिले १५ (पन्ध्र) दिनभित्र बाँकी रकम बैंकमा जम्मा गर्नुपर्नेछ । अन्यथा धरौटी बापत जम्मा भएको रकम जफत हुनेछ ।	[832, 979, 1581, 994]
borrower-details: ठेगाना: डोटी जिल्ला, दिपायल सिलगढी न.पा. वडा नं. ९, कलेना, डोटी ।	[17, 1262, 792, 1282]
term-item: 15. धितोबन्धक लेखिदिएको घरजग्गा लिलाम बिक्री गर्दा वा बैंक आफैले सकार गर्दाको अवस्थामा समेत बैंकको सम्पूर्ण लेना असुल उपर नभएमा बाँकी रकम असुल उपर गर्न कानुन बमोजिम कारबाही गरिनेछ ।	[832, 1103, 1581, 1117]
right-column	[810, 238, 1587, 2098]
term-item: 10. लिलाम हुने सम्पत्ति सम्बन्धी अन्य थप जानकारी आवश्यक भएमा कार्यालय समय भित्र बैंकको सम्बन्धित शाखा कार्यालयहरुको कर्जा विभागमा सम्पर्क राखी प्राप्त गर्न सकिनेछ ।	[832, 1014, 1581, 1029]
